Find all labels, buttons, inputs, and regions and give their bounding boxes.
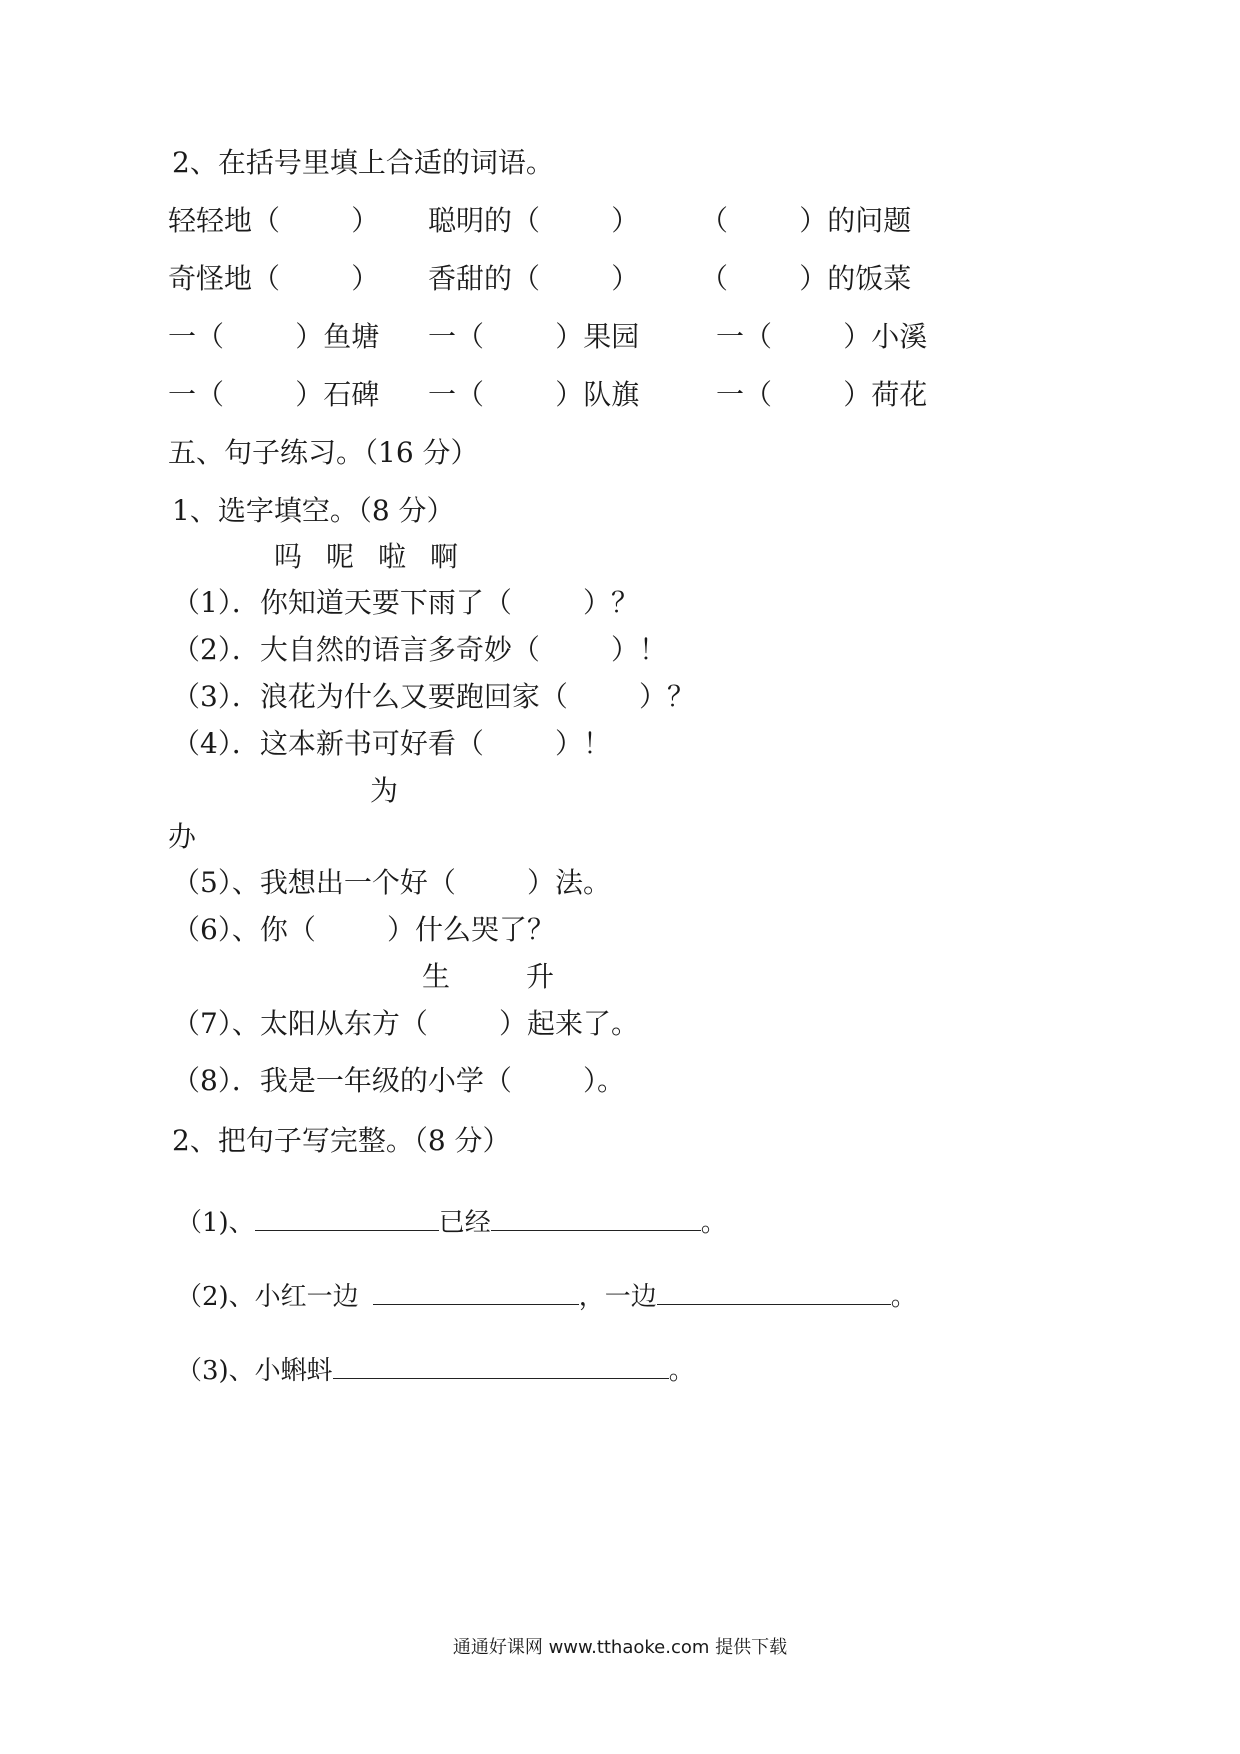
sentence-item: （5）、我想出一个好（ ）法。: [172, 866, 612, 899]
subsection-2-title: 2、把句子写完整。（8 分）: [172, 1124, 511, 1157]
fill-cell: 一（ ）小溪: [716, 320, 928, 353]
subsection-1-title: 1、选字填空。（8 分）: [172, 494, 455, 527]
fill-cell: 香甜的（ ）: [428, 262, 640, 295]
fill-cell: 轻轻地（ ）: [168, 204, 380, 237]
page-footer: 通通好课网 www.tthaoke.com 提供下载: [452, 1637, 788, 1658]
section-5-title: 五、句子练习。（16 分）: [168, 436, 479, 469]
answer-blank[interactable]: [373, 1278, 579, 1305]
fill-cell: 一（ ）果园: [428, 320, 640, 353]
complete-label: （2)、小红一边: [176, 1282, 359, 1312]
fill-cell: 一（ ）鱼塘: [168, 320, 380, 353]
choice-char: 生: [422, 960, 451, 993]
complete-label: （1)、: [176, 1208, 255, 1238]
fill-cell: （ ）的饭菜: [700, 262, 912, 295]
complete-line-1: [176, 1204, 727, 1240]
question-2-title: 2、在括号里填上合适的词语。: [172, 146, 554, 179]
complete-end: 。: [890, 1282, 917, 1312]
complete-mid: 已经: [438, 1208, 491, 1238]
complete-mid: ，一边: [578, 1282, 657, 1312]
sentence-item: （4）．这本新书可好看（ ）！: [172, 727, 612, 760]
choice-char: 啦: [378, 540, 407, 573]
choice-char: 呢: [326, 540, 355, 573]
sentence-item: （3）．浪花为什么又要跑回家（ ）？: [172, 680, 696, 713]
answer-blank[interactable]: [657, 1278, 891, 1305]
choice-char: 为: [370, 774, 399, 807]
choice-char: 吗: [274, 540, 303, 573]
fill-cell: （ ）的问题: [700, 204, 912, 237]
complete-line-2: [176, 1278, 917, 1314]
sentence-item: （1）．你知道天要下雨了（ ）？: [172, 586, 640, 619]
choice-char: 啊: [430, 540, 459, 573]
fill-cell: 一（ ）石碑: [168, 378, 380, 411]
complete-label: （3)、小蝌蚪: [176, 1356, 333, 1386]
sentence-item: （2）．大自然的语言多奇妙（ ）！: [172, 633, 668, 666]
choice-char: 升: [526, 960, 555, 993]
sentence-item: （8）．我是一年级的小学（ ）。: [172, 1064, 626, 1097]
complete-end: 。: [700, 1208, 727, 1238]
answer-blank[interactable]: [255, 1204, 439, 1231]
sentence-item: （7）、太阳从东方（ ）起来了。: [172, 1007, 640, 1040]
sentence-item: （6）、你（ ）什么哭了？: [172, 913, 556, 946]
answer-blank[interactable]: [333, 1352, 669, 1379]
fill-cell: 聪明的（ ）: [428, 204, 640, 237]
answer-blank[interactable]: [491, 1204, 701, 1231]
complete-end: 。: [668, 1356, 695, 1386]
fill-cell: 一（ ）队旗: [428, 378, 640, 411]
fill-cell: 奇怪地（ ）: [168, 262, 380, 295]
complete-line-3: [176, 1352, 695, 1388]
fill-cell: 一（ ）荷花: [716, 378, 928, 411]
choice-char: 办: [168, 820, 197, 853]
